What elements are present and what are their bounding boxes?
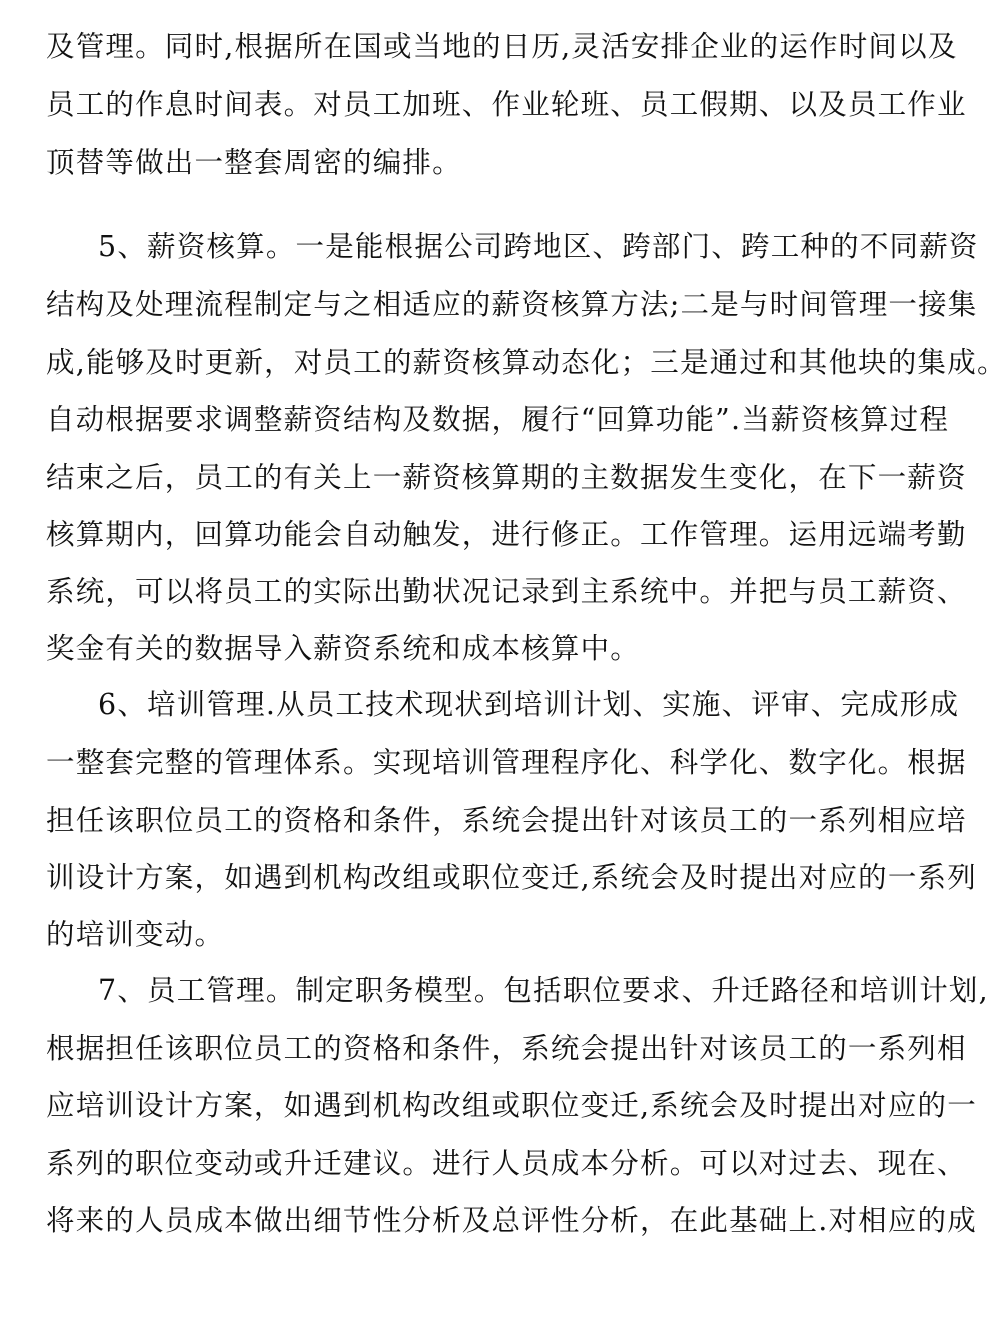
text-line: 奖金有关的数据导入薪资系统和成本核算中。 <box>46 632 641 665</box>
text-line: 担任该职位员工的资格和条件，系统会提出针对该员工的一系列相应培 <box>46 804 967 837</box>
paragraph-5-start: 5、薪资核算。一是能根据公司跨地区、跨部门、跨工种的不同薪资 <box>98 230 979 263</box>
text-line: 结束之后，员工的有关上一薪资核算期的主数据发生变化，在下一薪资 <box>46 461 967 494</box>
paragraph-6-start: 6、培训管理.从员工技术现状到培训计划、实施、评审、完成形成 <box>98 688 960 721</box>
text-line: 及管理。同时,根据所在国或当地的日历,灵活安排企业的运作时间以及 <box>46 30 958 63</box>
text-line: 系列的职位变动或升迁建议。进行人员成本分析。可以对过去、现在、 <box>46 1147 967 1180</box>
text-line: 训设计方案，如遇到机构改组或职位变迁,系统会及时提出对应的一系列 <box>46 861 977 894</box>
text-line: 结构及处理流程制定与之相适应的薪资核算方法;二是与时间管理一接集 <box>46 288 978 321</box>
text-line: 成,能够及时更新，对员工的薪资核算动态化；三是通过和其他块的集成。 <box>46 346 1007 379</box>
paragraph-7-start: 7、员工管理。制定职务模型。包括职位要求、升迁路径和培训计划, <box>98 974 989 1007</box>
text-line: 核算期内，回算功能会自动触发，进行修正。工作管理。运用远端考勤 <box>46 518 967 551</box>
text-line: 应培训设计方案，如遇到机构改组或职位变迁,系统会及时提出对应的一 <box>46 1089 977 1122</box>
text-line: 的培训变动。 <box>46 918 225 951</box>
text-line: 将来的人员成本做出细节性分析及总评性分析，在此基础上.对相应的成 <box>46 1204 977 1237</box>
text-line: 员工的作息时间表。对员工加班、作业轮班、员工假期、以及员工作业 <box>46 88 967 121</box>
text-line: 系统，可以将员工的实际出勤状况记录到主系统中。并把与员工薪资、 <box>46 575 967 608</box>
text-line: 一整套完整的管理体系。实现培训管理程序化、科学化、数字化。根据 <box>46 746 967 779</box>
text-line: 顶替等做出一整套周密的编排。 <box>46 146 462 179</box>
text-line: 自动根据要求调整薪资结构及数据，履行“回算功能”.当薪资核算过程 <box>46 403 950 436</box>
text-line: 根据担任该职位员工的资格和条件，系统会提出针对该员工的一系列相 <box>46 1032 967 1065</box>
